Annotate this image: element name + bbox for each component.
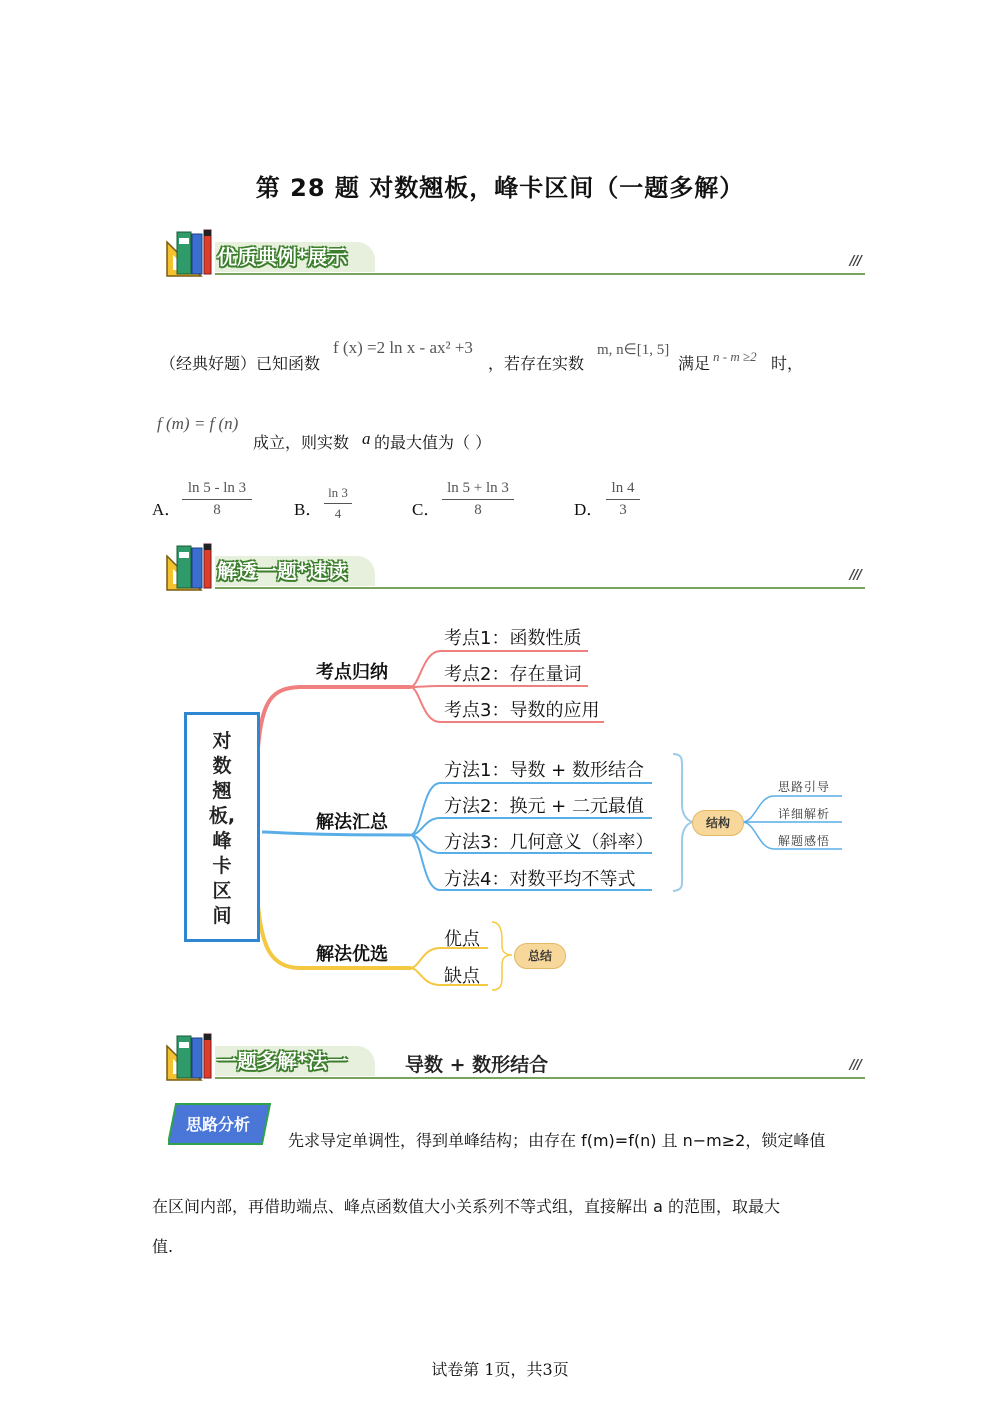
mindmap-leaf: 考点1：函数性质 (444, 628, 582, 649)
section-slashes: /// (849, 254, 861, 269)
stationery-icon (165, 1032, 220, 1082)
mindmap-structure-leaf: 思路引导 (778, 780, 831, 794)
mindmap-leaf: 方法3：几何意义（斜率） (444, 832, 654, 853)
option-b-numerator: ln 3 (328, 485, 348, 500)
mindmap-leaf: 考点3：导数的应用 (444, 700, 600, 721)
section-header-quickread (165, 542, 865, 592)
fraction-bar (606, 499, 640, 500)
section-label: 一题多解*法一 (217, 1049, 348, 1073)
fraction-bar (442, 499, 514, 500)
section-underline (215, 587, 865, 589)
option-d-fraction (606, 480, 640, 519)
option-b-fraction (324, 485, 352, 522)
analysis-line-1: 先求导定单调性，得到单峰结构；由存在 f(m)=f(n) 且 n−m≥2，锁定峰值 (288, 1131, 826, 1150)
mindmap-root (184, 712, 260, 942)
problem-prefix: （经典好题）已知函数 (160, 354, 321, 373)
option-b-label: B． (294, 500, 323, 519)
mindmap-branch-best-method: 解法优选 (316, 944, 388, 965)
option-d-numerator: ln 4 (611, 480, 635, 496)
problem-equation: f (m) = f (n) (157, 414, 239, 433)
option-b-denominator: 4 (334, 506, 342, 521)
section-underline (215, 1077, 865, 1079)
mindmap-leaf: 缺点 (444, 966, 480, 987)
section-slashes: /// (849, 1058, 861, 1073)
mindmap-leaf: 方法2：换元 + 二元最值 (444, 796, 644, 817)
page-title: 第 28 题 对数翘板，峰卡区间（一题多解） (255, 174, 745, 202)
analysis-line-2: 在区间内部，再借助端点、峰点函数值大小关系列不等式组，直接解出 a 的范围，取最大 (152, 1197, 780, 1216)
section-underline (215, 273, 865, 275)
section-header-showcase (165, 228, 865, 278)
problem-tail1: 时， (771, 354, 804, 373)
problem-condition: n - m ≥2 (713, 349, 757, 364)
analysis-badge-label: 思路分析 (185, 1115, 250, 1134)
mindmap-leaf: 优点 (444, 929, 480, 950)
mindmap-branch-exam-points: 考点归纳 (316, 662, 388, 683)
problem-set: m, n∈[1, 5] (597, 342, 670, 358)
section-slashes: /// (849, 568, 861, 583)
option-c-fraction (442, 480, 514, 519)
mindmap-leaf: 方法4：对数平均不等式 (444, 869, 636, 890)
mindmap-structure-leaf: 解题感悟 (778, 834, 831, 848)
page-footer: 试卷第 1页，共3页 (431, 1360, 569, 1379)
option-a-label: A． (152, 500, 182, 519)
problem-mid1: ，若存在实数 (488, 354, 585, 373)
problem-mid2: 满足 (678, 354, 711, 373)
stationery-icon (165, 228, 220, 278)
option-d-label: D． (574, 500, 604, 519)
section-method-title: 导数 + 数形结合 (405, 1054, 549, 1076)
mindmap-root-label (187, 729, 257, 929)
problem-function: f (x) =2 ln x - ax² +3 (333, 338, 473, 357)
problem-tail3: 的最大值为（ ） (374, 433, 492, 452)
analysis-badge (168, 1102, 268, 1142)
mindmap-structure-node: 结构 (692, 810, 744, 836)
mindmap-root-text: 对 数 翘 板, 峰 卡 区 间 (208, 730, 236, 927)
analysis-line-3: 值. (152, 1237, 174, 1256)
problem-tail2: 成立，则实数 (253, 433, 350, 452)
fraction-bar (182, 499, 252, 500)
fraction-bar (324, 503, 352, 504)
option-c-label: C． (412, 500, 441, 519)
mindmap-leaf: 方法1：导数 + 数形结合 (444, 760, 644, 781)
option-c-denominator: 8 (474, 502, 482, 518)
option-a-denominator: 8 (213, 502, 221, 518)
section-header-method-one (165, 1032, 865, 1082)
mindmap-summary-node: 总结 (514, 943, 566, 969)
option-a-fraction (182, 480, 252, 519)
problem-variable: a (362, 429, 371, 448)
mindmap-leaf: 考点2：存在量词 (444, 664, 582, 685)
mindmap-branch-methods: 解法汇总 (316, 812, 388, 833)
stationery-icon (165, 542, 220, 592)
option-d-denominator: 3 (619, 502, 627, 518)
mindmap-structure-leaf: 详细解析 (778, 807, 831, 821)
option-c-numerator: ln 5 + ln 3 (447, 480, 509, 496)
section-label: 解透一题*速读 (217, 559, 348, 583)
option-a-numerator: ln 5 - ln 3 (187, 480, 247, 496)
section-label: 优质典例*展示 (217, 245, 348, 269)
